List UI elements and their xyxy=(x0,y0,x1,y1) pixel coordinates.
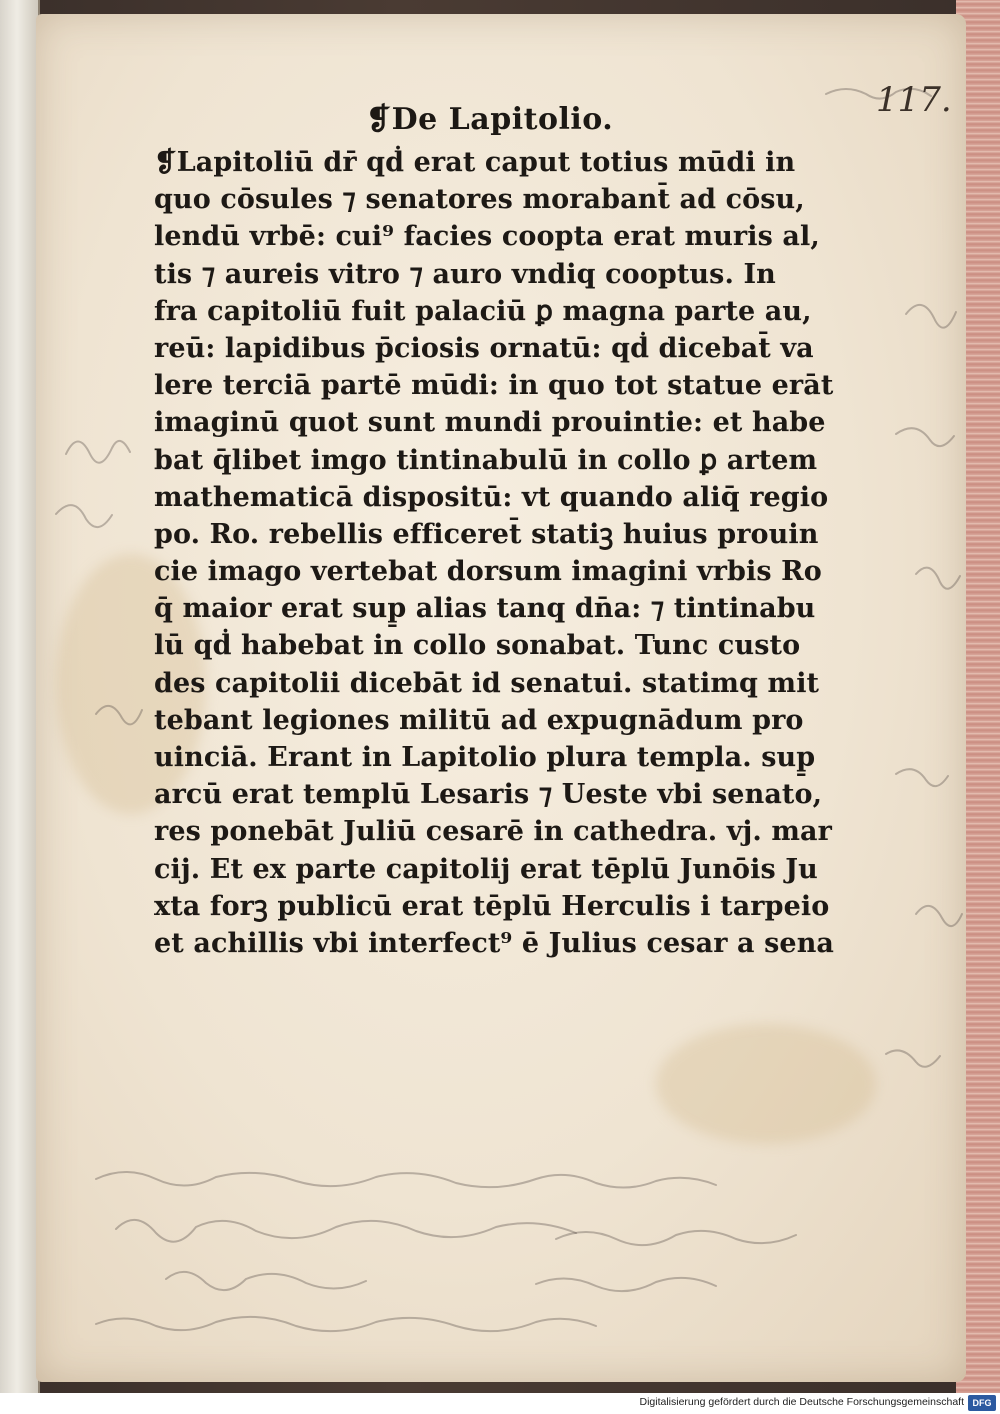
text-line: tebant legiones militū ad expugnādum pro xyxy=(154,704,804,736)
text-line: arcū erat templū Lesaris ⁊ Ueste vbi senato, xyxy=(154,779,823,811)
facing-page-edge xyxy=(0,0,40,1393)
text-line: xta forꝫ publicū erat tēplū Herculis i tarpeio xyxy=(154,890,830,922)
text-line: lendū vrbē: cui⁹ facies coopta erat muris al, xyxy=(154,221,820,253)
text-line: des capitolii dicebāt id senatui. statimq̧ mit xyxy=(154,667,820,699)
text-line: uinciā. Erant in Lapitolio plura templa. sup̱ xyxy=(154,742,816,773)
text-line: mathematicā dispositū: vt quando aliq̄ regio xyxy=(154,481,829,513)
folio-number: 117. xyxy=(876,80,952,120)
text-line: imaginū quot sunt mundi prouintie: et habe xyxy=(154,407,826,439)
text-line: fra capitoliū fuit palaciū ꝑ magna parte au, xyxy=(154,295,812,327)
attribution-bar xyxy=(0,1393,1000,1414)
text-line: cie imago vertebat dorsum imagini vrbis Ro xyxy=(154,556,822,588)
text-line: et achillis vbi interfect⁹ ē Julius cesar a sena xyxy=(154,927,835,959)
text-line: cij. Et ex parte capitolij erat tēplū Junōis Ju xyxy=(154,853,818,885)
dfg-logo-icon: DFG xyxy=(968,1395,996,1411)
book-page xyxy=(36,14,966,1382)
body-text xyxy=(154,144,884,962)
chapter-heading: ❡De Lapitolio. xyxy=(366,102,614,137)
text-line: po. Ro. rebellis efficeret̄ statiꝫ huius prouin xyxy=(154,518,819,550)
text-line: bat q̄libet imgo tintinabulū in collo ꝑ artem xyxy=(154,444,818,476)
text-line: reū: lapidibus p̄ciosis ornatū: qḋ dicebat̄ va xyxy=(154,332,814,364)
text-line: lū qḋ habebat in collo sonabat. Tunc custo xyxy=(154,630,801,662)
text-line: lere terciā partē mūdi: in quo tot statue erāt xyxy=(154,370,834,402)
text-line: res ponebāt Juliū cesarē in cathedra. vj. mar xyxy=(154,816,832,848)
text-line: q̄ maior erat sup̱ alias tanq̧ dn̄a: ⁊ tintinabu xyxy=(154,593,816,625)
text-line: quo cōsules ⁊ senatores morabant̄ ad cōsu, xyxy=(154,184,805,216)
funding-credit: Digitalisierung gefördert durch die Deutsche Forschungsgemeinschaft xyxy=(639,1396,964,1408)
text-line: ❡Lapitoliū dr̄ qḋ erat caput totius mūdi in xyxy=(154,147,796,178)
text-line: tis ⁊ aureis vitro ⁊ auro vndiq̧ cooptus. In xyxy=(154,258,776,290)
